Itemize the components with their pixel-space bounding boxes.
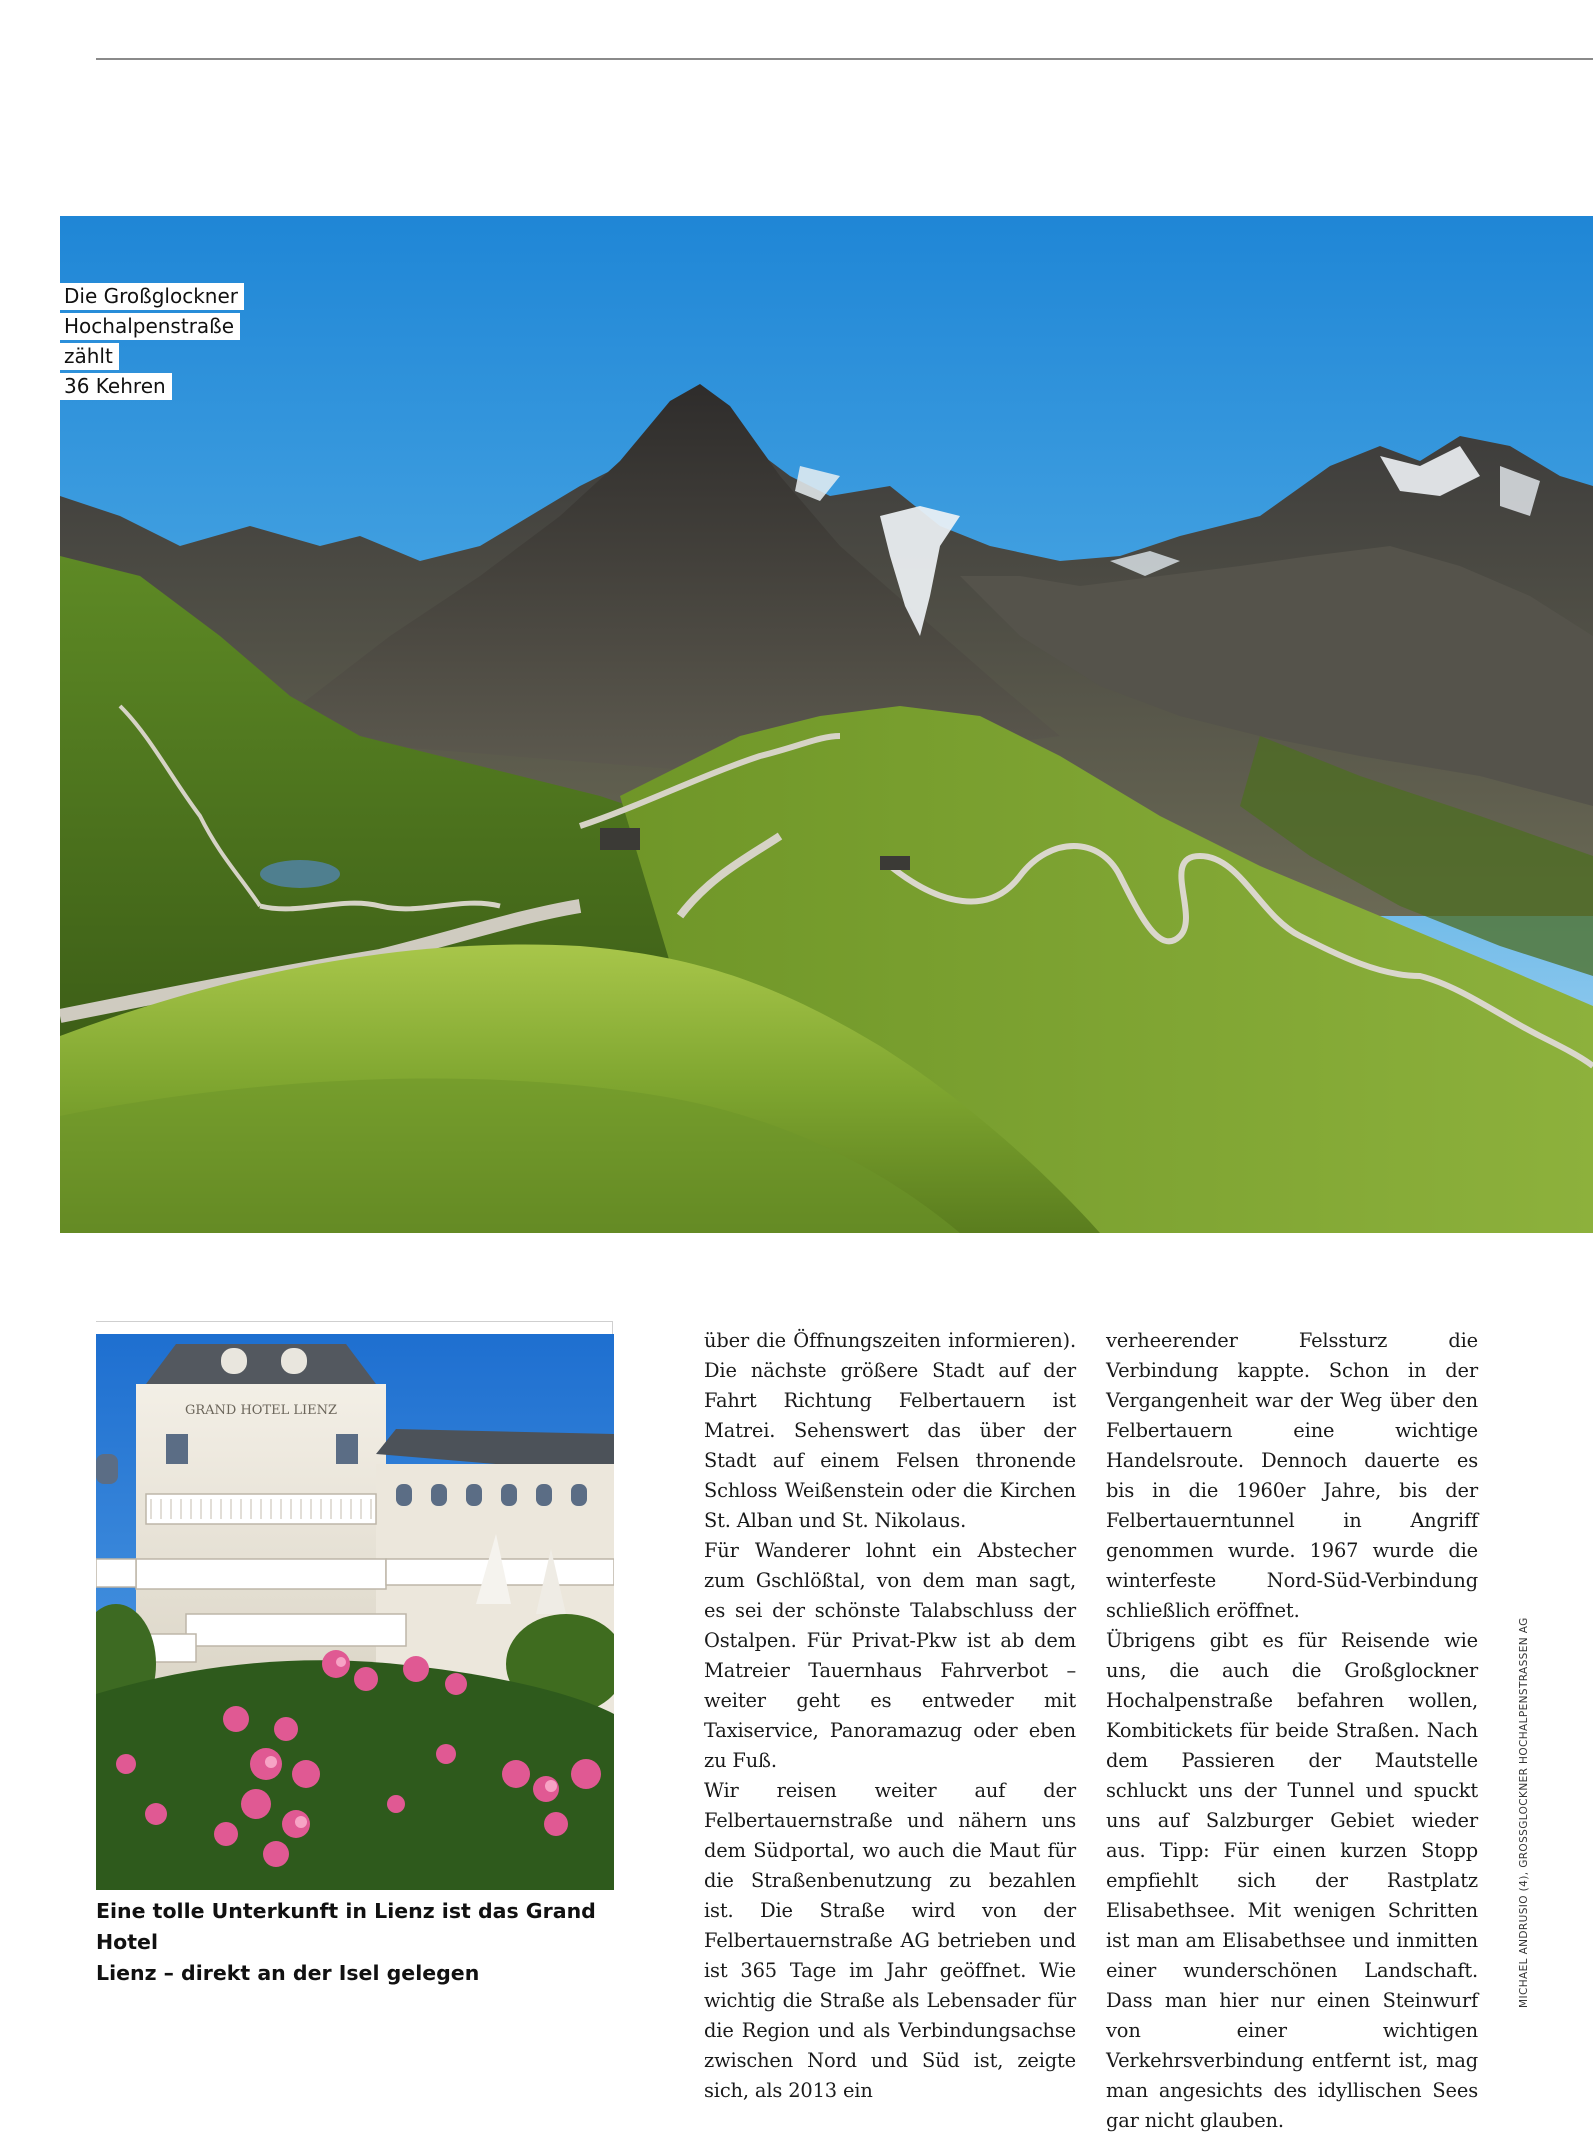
article-paragraph: Für Wanderer lohnt ein Abstecher zum Gschlößtal, von dem man sagt, es sei der schönste Talabschluss der Ostalpen. Für Privat-Pkw ist ab dem Matreier Tauernhaus Fahrverbot – weiter geht es entweder mit Taxiservice, Panoramazug oder eben zu Fuß.	[704, 1539, 1076, 1772]
hero-photo-caption	[60, 281, 290, 401]
article-paragraph: Wir reisen weiter auf der Felbertauernstraße und nähern uns dem Südportal, wo auch die Maut für die Straßenbenutzung zu bezahlen ist. Die Straße wird von der Felbertauernstraße AG betrieben und ist 365 Tage im Jahr geöffnet. Wie wichtig die Straße als Lebensader für die Region und als Verbindungsachse zwischen Nord und Süd ist, zeigte sich, als 2013 ein	[704, 1779, 1076, 2102]
hotel-caption-line-1: Eine tolle Unterkunft in Lienz ist das Grand Hotel	[96, 1899, 596, 1954]
hotel-building-sign: GRAND HOTEL LIENZ	[184, 1403, 338, 1418]
article-paragraph: verheerender Felssturz die Verbindung kappte. Schon in der Vergangenheit war der Weg über den Felbertauern eine wichtige Handelsroute. Dennoch dauerte es bis in die 1960er Jahre, bis der Felbertauerntunnel in Angriff genommen wurde. 1967 wurde die winterfeste Nord-Süd-Verbindung schließlich eröffnet.	[1106, 1329, 1478, 1622]
hotel-photo-grand-hotel-lienz	[96, 1334, 614, 1890]
hero-caption-line-1: Die Großglockner	[60, 283, 244, 310]
article-column-2	[1106, 1326, 1478, 2136]
article-paragraph: über die Öffnungszeiten informieren). Die nächste größere Stadt auf der Fahrt Richtung Felbertauern ist Matrei. Sehenswert das über der Stadt auf einem Felsen thronende Schloss Weißenstein oder die Kirchen St. Alban und St. Nikolaus.	[704, 1329, 1076, 1532]
top-rule	[96, 58, 1593, 60]
hotel-caption-line-2: Lienz – direkt an der Isel gelegen	[96, 1961, 480, 1985]
hero-caption-line-3: 36 Kehren	[60, 373, 172, 400]
hero-caption-line-2: Hochalpenstraße zählt	[60, 313, 240, 370]
photo-credit: MICHAEL ANDRUSIO (4), GROSSGLOCKNER HOCHALPENSTRASSEN AG	[1518, 1617, 1530, 2008]
hotel-photo-caption	[96, 1896, 636, 1989]
hotel-photo-frame-line	[96, 1321, 613, 1322]
article-paragraph: Übrigens gibt es für Reisende wie uns, die auch die Großglockner Hochalpenstraße befahren wollen, Kombitickets für beide Straßen. Nach dem Passieren der Mautstelle schluckt uns der Tunnel und spuckt uns auf Salzburger Gebiet wieder aus. Tipp: Für einen kurzen Stopp empfiehlt sich der Rastplatz Elisabethsee. Mit wenigen Schritten ist man am Elisabethsee und inmitten einer wunderschönen Landschaft. Dass man hier nur einen Steinwurf von einer wichtigen Verkehrsverbindung entfernt ist, mag man angesichts des idyllischen Sees gar nicht glauben.	[1106, 1629, 1478, 2132]
article-column-1	[704, 1326, 1076, 2106]
hotel-photo-frame-tick	[612, 1321, 613, 1335]
